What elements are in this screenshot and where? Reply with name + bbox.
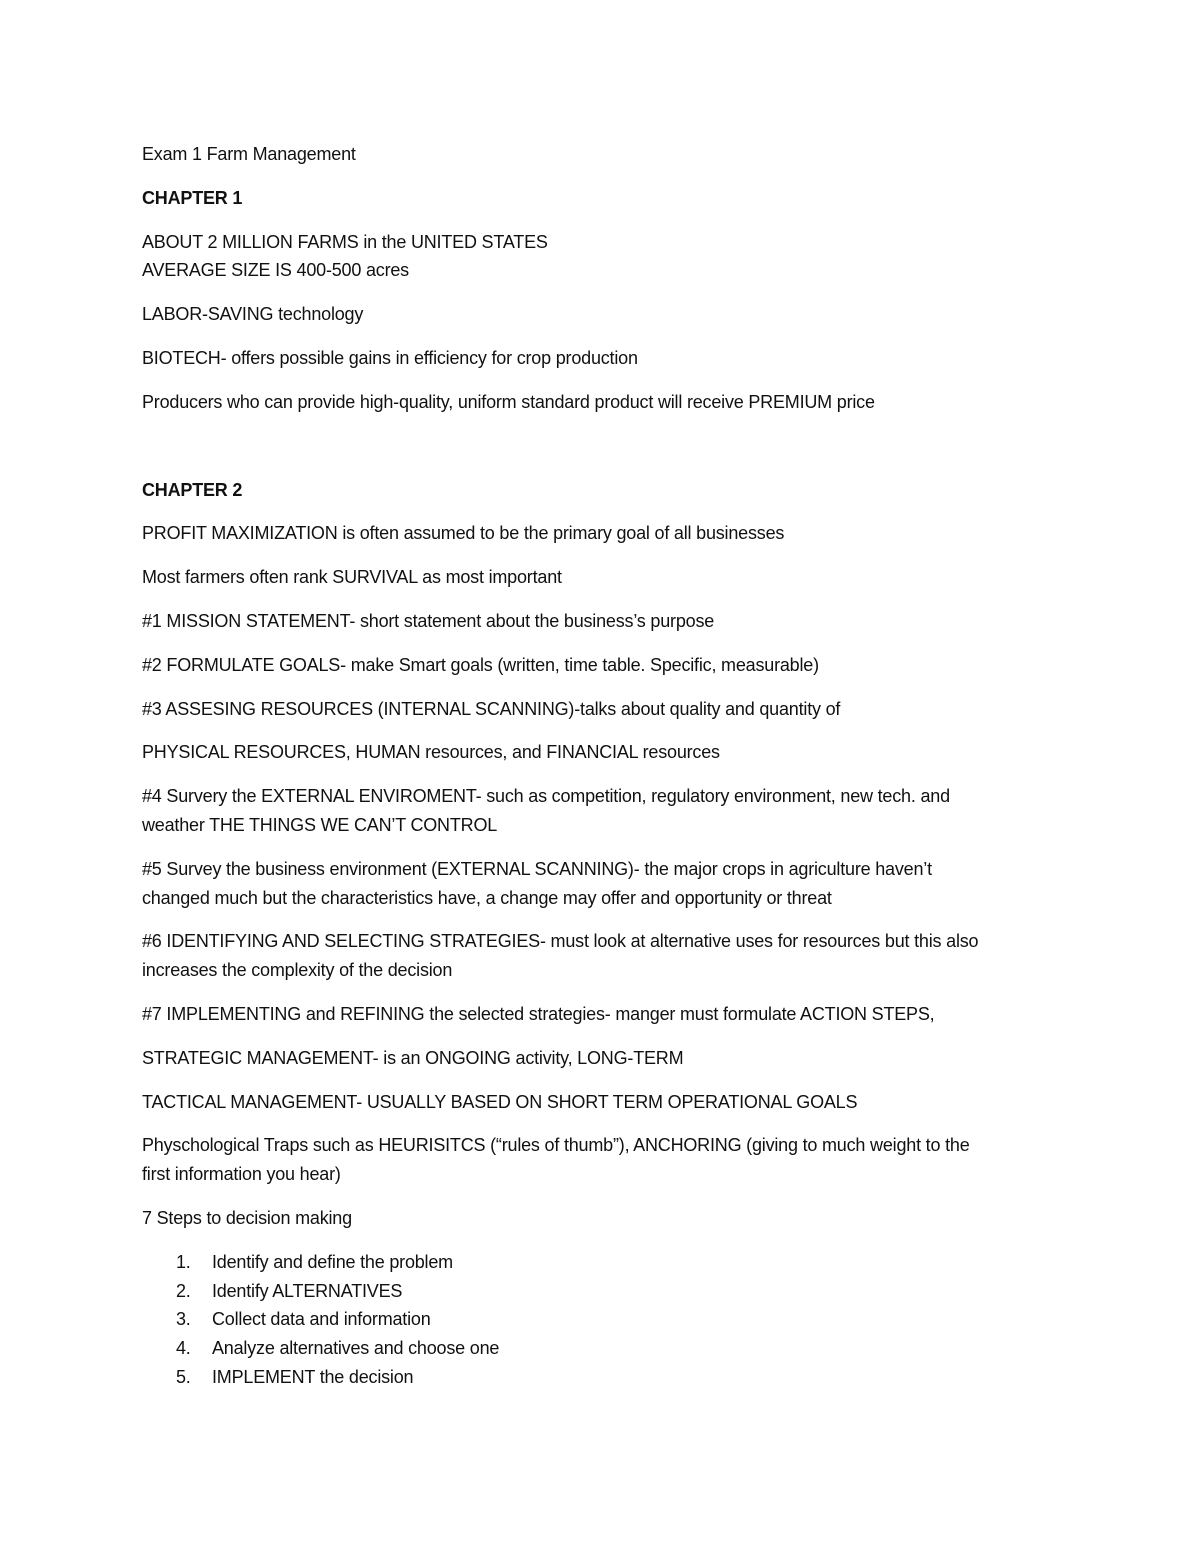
list-item-text: IMPLEMENT the decision: [212, 1366, 414, 1387]
psychological-traps-line-2: first information you hear): [142, 1164, 341, 1185]
list-item: [142, 1363, 1062, 1392]
list-item: [142, 1248, 1062, 1277]
list-item-number: 5.: [176, 1366, 191, 1387]
list-item-number: 1.: [176, 1251, 191, 1272]
list-item-text: Identify ALTERNATIVES: [212, 1280, 403, 1301]
list-item: [142, 1277, 1062, 1306]
external-scanning-line-2: changed much but the characteristics have, a change may offer and opportunity or threat: [142, 887, 832, 908]
external-scanning-paragraph: [142, 855, 1062, 913]
list-item-number: 4.: [176, 1338, 191, 1359]
strategic-management-paragraph: STRATEGIC MANAGEMENT- is an ONGOING activity, LONG-TERM: [142, 1047, 684, 1068]
list-item-text: Analyze alternatives and choose one: [212, 1338, 500, 1359]
document-body: [142, 140, 1062, 1392]
assessing-resources-paragraph: #3 ASSESING RESOURCES (INTERNAL SCANNING)-talks about quality and quantity of: [142, 698, 841, 719]
labor-saving-paragraph: LABOR-SAVING technology: [142, 304, 364, 325]
decision-steps-heading: 7 Steps to decision making: [142, 1207, 352, 1228]
list-item-number: 3.: [176, 1309, 191, 1330]
implementing-paragraph: #7 IMPLEMENTING and REFINING the selected strategies- manger must formulate ACTION STEPS,: [142, 1003, 935, 1024]
external-environment-line-2: weather THE THINGS WE CAN’T CONTROL: [142, 814, 498, 835]
external-scanning-line-1: #5 Survey the business environment (EXTERNAL SCANNING)- the major crops in agriculture haven’t: [142, 858, 932, 879]
external-environment-paragraph: [142, 782, 1062, 840]
average-size-line: AVERAGE SIZE IS 400-500 acres: [142, 260, 409, 281]
psychological-traps-line-1: Physchological Traps such as HEURISITCS (“rules of thumb”), ANCHORING (giving to much weight to the: [142, 1135, 970, 1156]
list-item-text: Collect data and information: [212, 1309, 431, 1330]
list-item: [142, 1334, 1062, 1363]
decision-steps-list: [142, 1248, 1062, 1392]
strategies-paragraph: [142, 927, 1062, 985]
chapter-1-farms-paragraph: [142, 228, 1062, 286]
list-item-text: Identify and define the problem: [212, 1251, 453, 1272]
list-item: [142, 1305, 1062, 1334]
mission-statement-paragraph: #1 MISSION STATEMENT- short statement about the business’s purpose: [142, 610, 715, 631]
external-environment-line-1: #4 Survery the EXTERNAL ENVIROMENT- such as competition, regulatory environment, new tech. and: [142, 786, 950, 807]
profit-maximization-paragraph: PROFIT MAXIMIZATION is often assumed to be the primary goal of all businesses: [142, 523, 785, 544]
section-spacer: [142, 432, 1062, 476]
premium-price-paragraph: Producers who can provide high-quality, uniform standard product will receive PREMIUM price: [142, 391, 875, 412]
biotech-paragraph: BIOTECH- offers possible gains in efficiency for crop production: [142, 347, 638, 368]
tactical-management-paragraph: TACTICAL MANAGEMENT- USUALLY BASED ON SHORT TERM OPERATIONAL GOALS: [142, 1091, 858, 1112]
survival-paragraph: Most farmers often rank SURVIVAL as most important: [142, 567, 562, 588]
formulate-goals-paragraph: #2 FORMULATE GOALS- make Smart goals (written, time table. Specific, measurable): [142, 654, 819, 675]
document-title: Exam 1 Farm Management: [142, 144, 356, 164]
chapter-1-heading: CHAPTER 1: [142, 187, 243, 208]
strategies-line-2: increases the complexity of the decision: [142, 960, 453, 981]
resources-types-paragraph: PHYSICAL RESOURCES, HUMAN resources, and FINANCIAL resources: [142, 742, 720, 763]
chapter-2-heading: CHAPTER 2: [142, 479, 243, 500]
psychological-traps-paragraph: [142, 1131, 1062, 1189]
strategies-line-1: #6 IDENTIFYING AND SELECTING STRATEGIES- must look at alternative uses for resources but this also: [142, 931, 979, 952]
farms-count-line: ABOUT 2 MILLION FARMS in the UNITED STATES: [142, 231, 548, 252]
list-item-number: 2.: [176, 1280, 191, 1301]
